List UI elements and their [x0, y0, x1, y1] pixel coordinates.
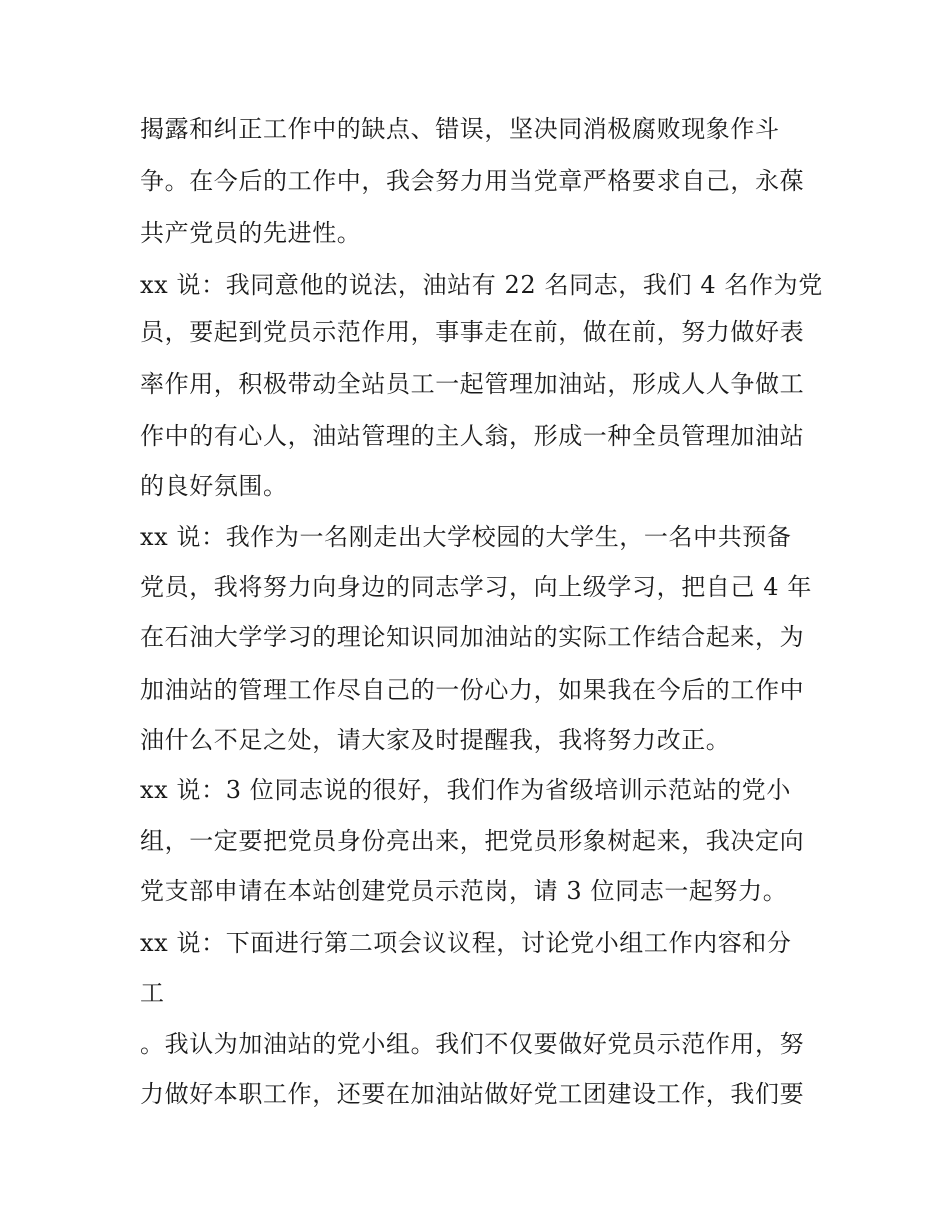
text-line: 作中的有心人，油站管理的主人翁，形成一种全员管理加油站: [140, 422, 805, 450]
text-line: 工: [140, 979, 165, 1007]
text-line: 揭露和纠正工作中的缺点、错误，坚决同消极腐败现象作斗: [140, 115, 780, 143]
text-line: 在石油大学学习的理论知识同加油站的实际工作结合起来，为: [140, 623, 805, 651]
text-line: xx 说：我同意他的说法，油站有 22 名同志，我们 4 名作为党: [140, 271, 823, 299]
text-line: 党员，我将努力向身边的同志学习，向上级学习，把自己 4 年: [140, 573, 812, 601]
text-line: 组，一定要把党员身份亮出来，把党员形象树起来，我决定向: [140, 827, 805, 855]
text-line: 共产党员的先进性。: [140, 219, 362, 247]
text-line: xx 说：3 位同志说的很好，我们作为省级培训示范站的党小: [140, 776, 791, 804]
text-line: 率作用，积极带动全站员工一起管理加油站，形成人人争做工: [140, 370, 805, 398]
text-line: 员，要起到党员示范作用，事事走在前，做在前，努力做好表: [140, 318, 805, 346]
text-line: 的良好氛围。: [140, 472, 288, 500]
text-line: xx 说：下面进行第二项会议议程，讨论党小组工作内容和分: [140, 929, 792, 957]
text-line: 。我认为加油站的党小组。我们不仅要做好党员示范作用，努: [140, 1030, 805, 1058]
text-line: 争。在今后的工作中，我会努力用当党章严格要求自己，永葆: [140, 167, 805, 195]
text-line: 力做好本职工作，还要在加油站做好党工团建设工作，我们要: [140, 1080, 805, 1108]
text-line: 油什么不足之处，请大家及时提醒我，我将努力改正。: [140, 726, 731, 754]
text-line: 党支部申请在本站创建党员示范岗，请 3 位同志一起努力。: [140, 877, 788, 905]
text-line: 加油站的管理工作尽自己的一份心力，如果我在今后的工作中: [140, 676, 805, 704]
text-line: xx 说：我作为一名刚走出大学校园的大学生，一名中共预备: [140, 523, 792, 551]
